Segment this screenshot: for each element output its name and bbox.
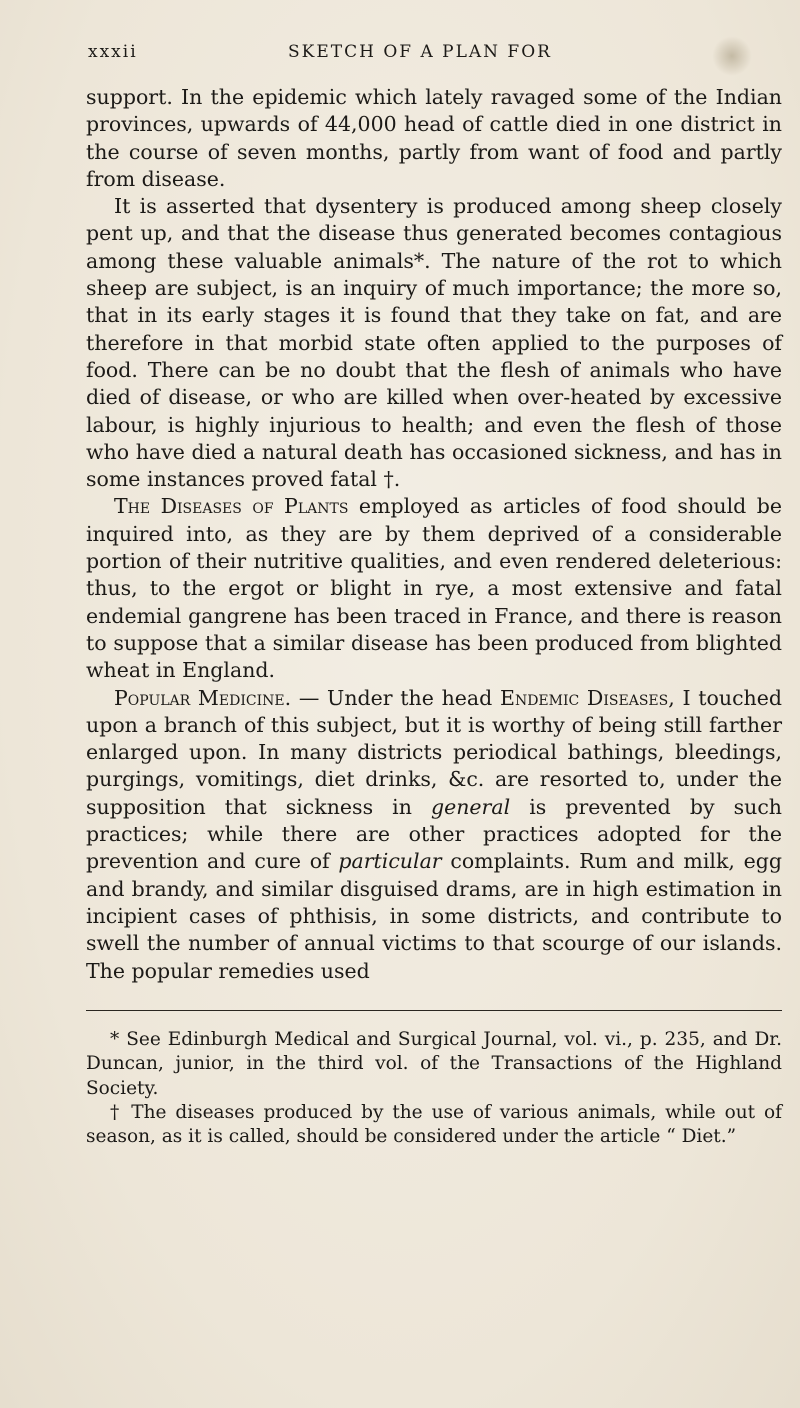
paragraph-text: It is asserted that dysentery is produced among sheep closely pent up, and that the disease thus generated becomes contagious among these valuable animals*. The nature of the rot to which sheep are subject, is an inquiry of much importance; the more so, that in its early stages it is found that they take on fat, and are therefore in that morbid state often applied to the purposes of food. There can be no doubt that the flesh of animals who have died of disease, or who are killed when over-heated by excessive labour, is highly injurious to health; and even the flesh of those who have died a natural death has occasioned sickness, and has in some instances proved fatal †. bbox=[86, 194, 782, 492]
section-heading: Popular Medicine. bbox=[114, 685, 292, 710]
paragraph-text: employed as articles of food should be inquired into, as they are by them deprived of a considerable portion of their nutritive qualities, and even rendered deleterious: thus, to the ergot or blight in rye, a most extensive and fatal endemial gangrene has been traced in France, and there is reason to suppose that a similar disease has been produced from blighted wheat in England. bbox=[86, 494, 782, 683]
main-text bbox=[86, 84, 782, 985]
section-heading: The Diseases of Plants bbox=[114, 494, 349, 519]
footnote: † The diseases produced by the use of various animals, while out of season, as it is called, should be considered under the article “ Diet.” bbox=[86, 1101, 782, 1148]
footnote-rule bbox=[86, 1010, 782, 1011]
page-number: xxxii bbox=[88, 42, 138, 62]
paragraph-text: — Under the head bbox=[291, 685, 500, 710]
paragraph-sheep bbox=[86, 193, 782, 493]
emphasis-text: particular bbox=[338, 849, 442, 874]
paragraph-text: support. In the epidemic which lately ravaged some of the Indian provinces, upwards of 44,000 head of cattle died in one district in the course of seven months, partly from want of food and partly from disease. bbox=[86, 85, 782, 191]
paragraph-plant-diseases bbox=[86, 493, 782, 684]
paragraph-popular-medicine bbox=[86, 685, 782, 985]
footnote: * See Edinburgh Medical and Surgical Journal, vol. vi., p. 235, and Dr. Duncan, junior, in the third vol. of the Transactions of the Highland Society. bbox=[86, 1029, 782, 1099]
running-head: SKETCH OF A PLAN FOR bbox=[288, 42, 552, 62]
page-header bbox=[88, 42, 778, 72]
paragraph-cattle bbox=[86, 84, 782, 193]
paragraph-text: is prevented by such practices; while there are other practices adopted for the prevention and cure of bbox=[86, 794, 783, 874]
paragraph-text: , I touched upon a branch of this subject, but it is worthy of being still farther enlarged upon. In many districts periodical bathings, bleedings, purgings, vomitings, diet drinks, &c. are resorted to, under the supposition that sickness in bbox=[86, 685, 783, 819]
footnotes bbox=[86, 1028, 782, 1149]
emphasis-text: general bbox=[430, 794, 511, 819]
paragraph-text: complaints. Rum and milk, egg and brandy, and similar disguised drams, are in high estimation in incipient cases of phthisis, in some districts, and contribute to swell the number of annual victims to that scourge of our islands. The popular remedies used bbox=[86, 849, 783, 983]
paper-stain bbox=[712, 36, 752, 76]
cross-reference: Endemic Diseases bbox=[499, 685, 669, 710]
